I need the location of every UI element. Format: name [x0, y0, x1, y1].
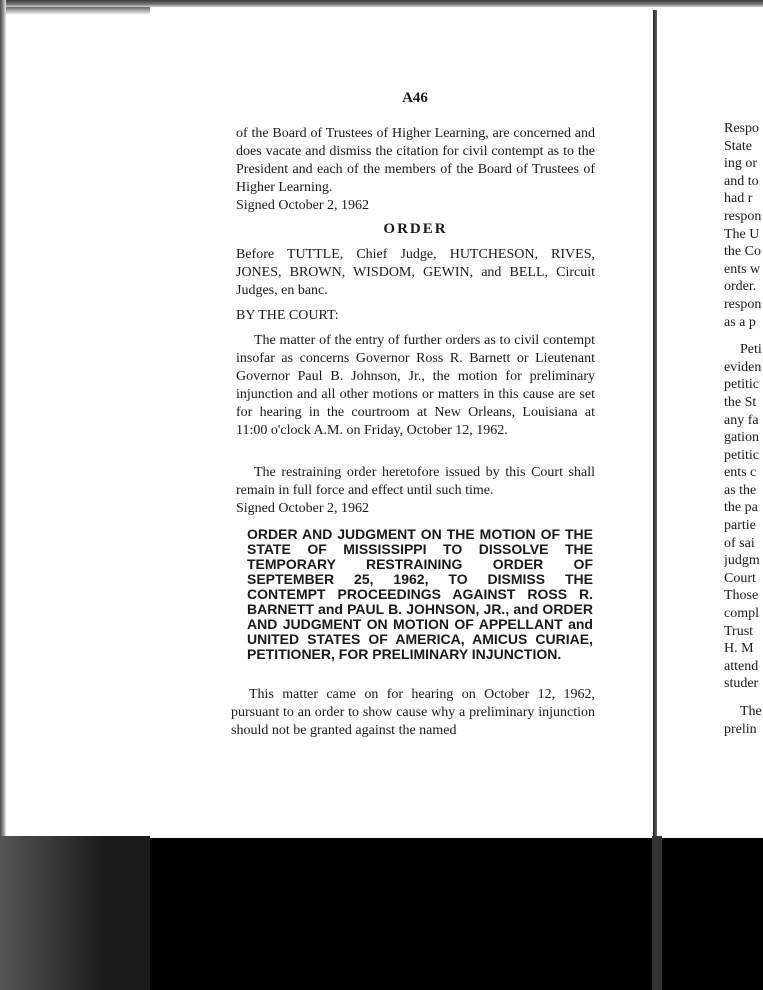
left-page-final — [231, 686, 595, 740]
right-page-line: the pa — [724, 500, 758, 516]
right-page-line: ents c — [724, 465, 757, 481]
right-page-line: partie — [724, 518, 756, 534]
right-page-line: ents w — [724, 261, 761, 277]
right-page-line: respon — [724, 208, 762, 224]
paragraph-hearing: The matter of the entry of further orders as to civil contempt insofar as concerns Governor Ross R. Barnett or Lieutenant Governor Paul B. Johnson, Jr., the motion for preliminary injunction and all other motions or matters in this cause are set for hearing in the courtroom at New Orleans, Louisiana at 11:00 o'clock A.M. on Friday, October 12, 1962. — [236, 333, 595, 438]
right-page-line: order. — [724, 279, 757, 295]
before-judges: Before TUTTLE, Chief Judge, HUTCHESON, RIVES, JONES, BROWN, WISDOM, GEWIN, and BELL, Circuit Judges, en banc. — [236, 247, 595, 298]
right-page-line — [724, 693, 763, 703]
right-page-line: compl — [724, 606, 759, 622]
right-page-line — [724, 331, 763, 341]
left-page-order — [236, 246, 595, 300]
right-page-line: Respo — [724, 121, 759, 136]
paragraph-hearing-october: This matter came on for hearing on October 12, 1962, pursuant to an order to show cause why a preliminary injunction should not be granted against the named — [231, 687, 595, 738]
right-page-line: and to — [724, 173, 759, 189]
right-page-line: prelin — [724, 721, 757, 737]
right-page-line: judgm — [724, 553, 760, 569]
right-page-fragment — [724, 120, 763, 760]
scan-bottom-left-shadow — [0, 836, 150, 990]
page-number: A46 — [402, 90, 428, 106]
right-page-line: of sai — [724, 535, 755, 551]
right-page-line: The U — [724, 226, 760, 242]
right-page-line: had r — [724, 191, 753, 207]
right-page-line: H. M — [724, 641, 754, 657]
right-page-line: eviden — [724, 359, 762, 375]
left-page-intro — [236, 125, 595, 215]
right-page-line: The — [740, 704, 762, 719]
book-gutter — [653, 10, 657, 840]
signed-date-2: Signed October 2, 1962 — [236, 501, 369, 516]
by-the-court: BY THE COURT: — [236, 308, 339, 323]
right-page-line: Court — [724, 570, 756, 586]
right-page-line: Peti — [740, 342, 762, 358]
paragraph-restraining: The restraining order heretofore issued by this Court shall remain in full force and effect until such time. — [236, 465, 595, 498]
right-page-line: gation — [724, 430, 759, 446]
right-page-line: attend — [724, 658, 759, 674]
right-page-line: as the — [724, 482, 757, 498]
right-page-line: petitic — [724, 447, 759, 463]
paragraph-trustees: of the Board of Trustees of Higher Learning, are concerned and does vacate and dismiss the citation for civil contempt as to the President and each of the members of the Board of Trustees of Higher Learning. — [236, 126, 595, 195]
right-page-line: State — [724, 138, 752, 154]
scan-corner-shadow — [0, 7, 150, 15]
right-page-line: Trust — [724, 623, 754, 639]
right-page-line: Those — [724, 588, 759, 604]
book-gutter-bottom — [652, 836, 662, 990]
right-page-line: respon — [724, 296, 762, 312]
left-page-hearing — [236, 332, 595, 440]
left-page-court — [236, 307, 595, 325]
right-page-line: as a p — [724, 314, 756, 330]
right-page-line: petitic — [724, 377, 759, 393]
judgment-heading: ORDER AND JUDGMENT ON THE MOTION OF THE STATE OF MISSISSIPPI TO DISSOLVE THE TEMPORARY RESTRAINING ORDER OF SEPTEMBER 25, 1962, TO DISMISS THE CONTEMPT PROCEEDINGS AGAINST ROSS R. BARNETT and PAUL B. JOHNSON, JR., and ORDER AND JUDGMENT ON MOTION OF APPELLANT and UNITED STATES OF AMERICA, AMICUS CURIAE, PETITIONER, FOR PRELIMINARY INJUNCTION. — [247, 526, 593, 662]
right-page-line: studer — [724, 676, 759, 692]
right-page-line: the Co — [724, 244, 761, 260]
right-page-line: any fa — [724, 412, 759, 428]
order-heading: ORDER — [383, 221, 448, 237]
right-page-line: the St — [724, 394, 757, 410]
left-page-restraining — [236, 464, 595, 518]
scan-top-edge — [0, 0, 763, 7]
right-page-line: ing or — [724, 156, 758, 172]
signed-date-1: Signed October 2, 1962 — [236, 198, 369, 213]
